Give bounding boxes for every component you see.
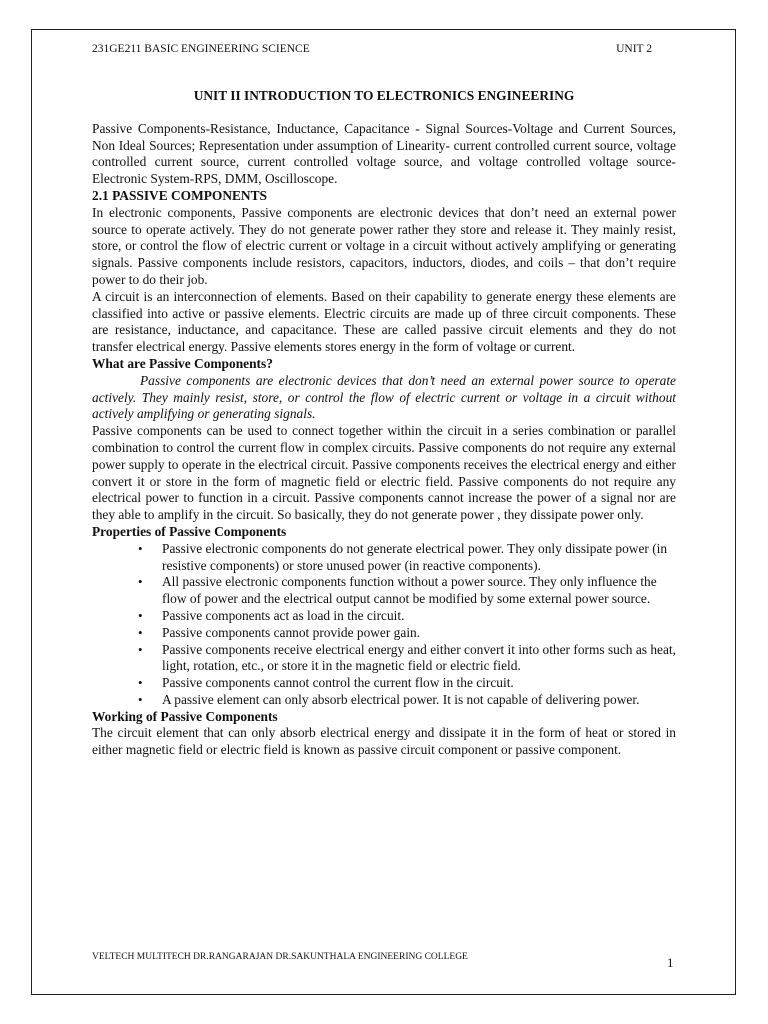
section-heading: 2.1 PASSIVE COMPONENTS [92, 187, 267, 203]
page-body [92, 88, 676, 759]
properties-heading: Properties of Passive Components [92, 523, 287, 539]
list-item: • Passive components act as load in the circuit. [162, 608, 676, 625]
properties-list [92, 541, 676, 709]
definition-paragraph: Passive components are electronic devices that don’t need an external power source to operate actively. They mainly resist, store, or control the flow of electric current or voltage in a circuit without actively amplifying or generating signals. [92, 372, 676, 422]
list-item: • Passive components cannot provide power gain. [162, 625, 676, 642]
list-item: • Passive electronic components do not generate electrical power. They only dissipate power (in resistive components) or store unused power (in reactive components). [162, 541, 676, 575]
unit-label: UNIT 2 [616, 43, 652, 55]
page-footer: VELTECH MULTITECH DR.RANGARAJAN DR.SAKUNTHALA ENGINEERING COLLEGE [92, 952, 468, 962]
unit-title: UNIT II INTRODUCTION TO ELECTRONICS ENGINEERING [193, 88, 575, 103]
page-header [92, 43, 652, 55]
intro-paragraph: In electronic components, Passive components are electronic devices that don’t need an external power source to operate actively. They do not generate power rather they store and release it. They mainly resist, store, or control the flow of electric current or voltage in a circuit without actively amplifying or generating signals. Passive components include resistors, capacitors, inductors, diodes, and coils – that don’t require power to do their job. [92, 204, 676, 287]
what-heading: What are Passive Components? [92, 355, 273, 371]
circuit-paragraph: A circuit is an interconnection of elements. Based on their capability to generate energy these elements are classified into active or passive elements. Electric circuits are made up of three circuit components. These are resistance, inductance, and capacitance. These are called passive circuit elements and they do not transfer electrical energy. Passive elements stores energy in the form of voltage or current. [92, 288, 676, 355]
page-number: 1 [667, 955, 674, 970]
list-item: • All passive electronic components function without a power source. They only influence the flow of power and the electrical output cannot be modified by some external power source. [162, 574, 676, 608]
course-code-title: 231GE211 BASIC ENGINEERING SCIENCE [92, 43, 310, 55]
syllabus-paragraph: Passive Components-Resistance, Inductance, Capacitance - Signal Sources-Voltage and Current Sources, Non Ideal Sources; Representation under assumption of Linearity- current controlled current source, voltage controlled current source, current controlled voltage source, and voltage controlled voltage source-Electronic System-RPS, DMM, Oscilloscope. [92, 120, 676, 187]
working-heading: Working of Passive Components [92, 708, 278, 724]
list-item: • Passive components receive electrical energy and either convert it into other forms such as heat, light, rotation, etc., or store it in the magnetic field or electric field. [162, 642, 676, 676]
list-item: • A passive element can only absorb electrical power. It is not capable of delivering power. [162, 692, 676, 709]
working-paragraph: The circuit element that can only absorb electrical energy and dissipate it in the form of heat or stored in either magnetic field or electric field is known as passive circuit component or passive component. [92, 725, 676, 758]
list-item: • Passive components cannot control the current flow in the circuit. [162, 675, 676, 692]
usage-paragraph: Passive components can be used to connect together within the circuit in a series combination or parallel combination to control the current flow in complex circuits. Passive components do not require any external power supply to operate in the electrical circuit. Passive components receives the electrical energy and either convert it or store in the form of magnetic field or electric field. Passive components do not require any electrical power to function in a circuit. Passive components cannot increase the power of a signal nor are they able to amplify in the circuit. So basically, they do not generate power , they dissipate power only. [92, 423, 676, 523]
